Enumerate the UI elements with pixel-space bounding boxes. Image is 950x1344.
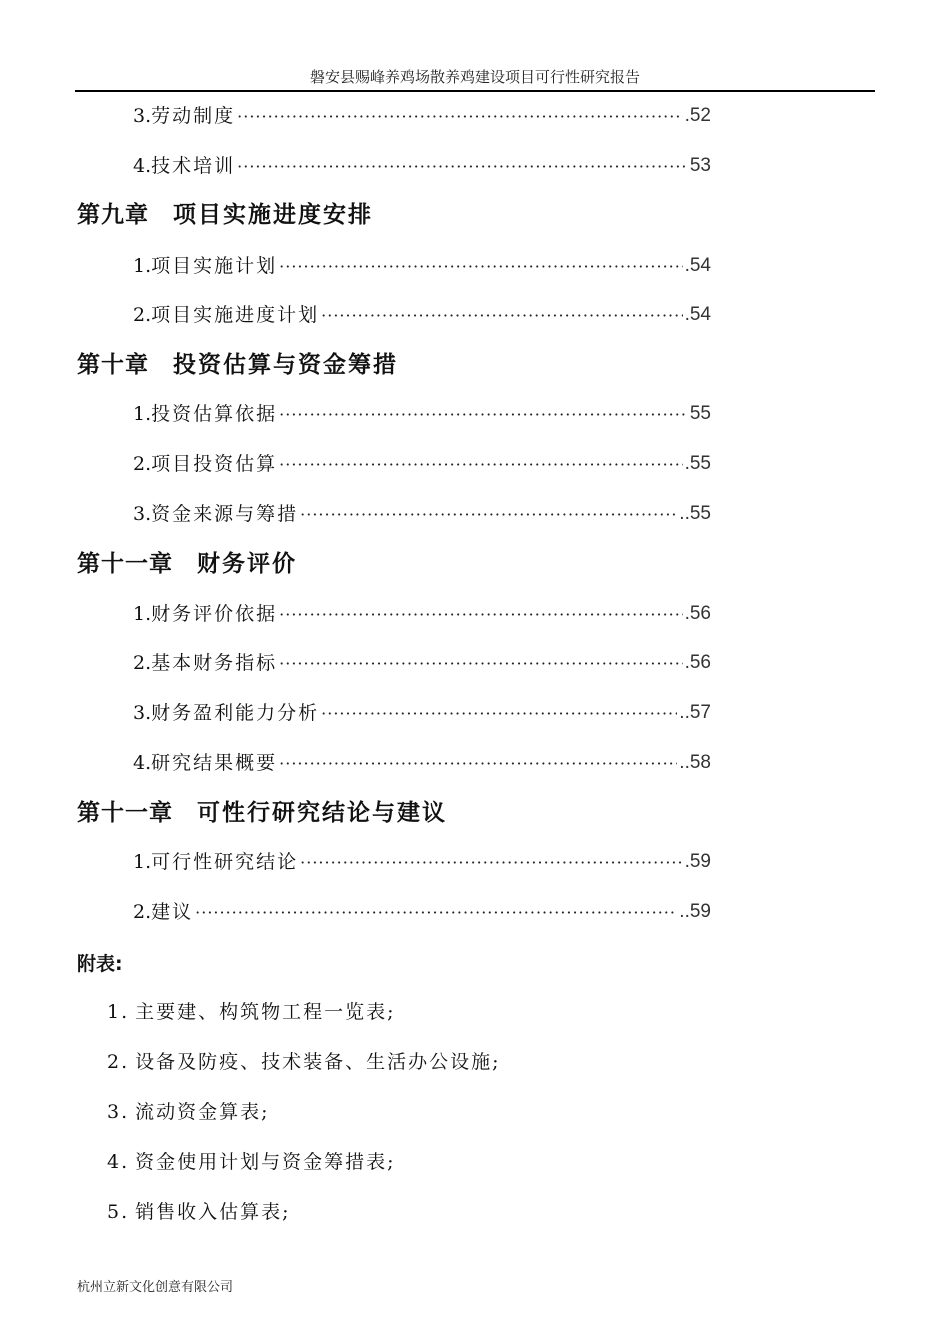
toc-entry-number: 4.: [133, 155, 152, 177]
chapter-number: 第九章: [77, 202, 149, 228]
page-footer: 杭州立新文化创意有限公司: [77, 1280, 234, 1295]
dot-leader: [321, 299, 682, 331]
chapter-heading[interactable]: [77, 546, 877, 582]
toc-entry-number: 1.: [133, 255, 152, 277]
appendix-item-text: 设备及防疫、技术装备、生活办公设施;: [135, 1051, 501, 1073]
dot-leader: [237, 100, 682, 132]
dot-leader: [237, 150, 688, 182]
toc-entry-number: 2.: [133, 901, 152, 923]
toc-entry[interactable]: [133, 598, 711, 630]
toc-entry[interactable]: [133, 747, 711, 779]
dot-leader: [279, 250, 682, 282]
appendix-heading: 附表:: [77, 953, 123, 975]
toc-entry[interactable]: [133, 250, 711, 282]
toc-entry-title: 建议: [151, 901, 194, 923]
toc-entry-title: 投资估算依据: [151, 403, 278, 425]
dot-leader: [279, 448, 682, 480]
toc-entry[interactable]: [133, 150, 711, 182]
appendix-item: [107, 1146, 396, 1178]
toc-entry-number: 3.: [133, 702, 152, 724]
chapter-number: 第十一章: [77, 551, 173, 577]
toc-entry[interactable]: [133, 100, 711, 132]
appendix-item: [107, 1096, 270, 1128]
dot-leader: [279, 647, 682, 679]
dot-leader: [279, 747, 677, 779]
toc-entry-number: 3.: [133, 105, 152, 127]
toc-entry[interactable]: [133, 448, 711, 480]
toc-entry-page: ..58: [679, 752, 711, 773]
chapter-heading[interactable]: [77, 795, 877, 831]
toc-entry[interactable]: [133, 647, 711, 679]
chapter-title: 项目实施进度安排: [173, 202, 373, 228]
appendix-item-number: 4.: [107, 1151, 130, 1173]
appendix-item-text: 资金使用计划与资金筹措表;: [135, 1151, 396, 1173]
appendix-item-number: 1.: [107, 1001, 130, 1023]
toc-entry-title: 研究结果概要: [151, 752, 278, 774]
appendix-item: [107, 1046, 501, 1078]
toc-entry[interactable]: [133, 846, 711, 878]
toc-entry-title: 财务盈利能力分析: [151, 702, 320, 724]
toc-entry-number: 1.: [133, 851, 152, 873]
toc-entry-title: 基本财务指标: [151, 652, 278, 674]
dot-leader: [195, 896, 677, 928]
chapter-title: 财务评价: [197, 551, 297, 577]
toc-entry-page: .55: [684, 453, 711, 474]
toc-entry-page: .59: [684, 851, 711, 872]
appendix-item-text: 主要建、构筑物工程一览表;: [135, 1001, 396, 1023]
toc-entry[interactable]: [133, 299, 711, 331]
dot-leader: [321, 697, 677, 729]
toc-entry-page: .56: [684, 603, 711, 624]
toc-entry[interactable]: [133, 896, 711, 928]
toc-entry-page: ..57: [679, 702, 711, 723]
toc-entry-page: .52: [684, 105, 711, 126]
toc-entry-number: 2.: [133, 304, 152, 326]
toc-entry-title: 项目投资估算: [151, 453, 278, 475]
chapter-title: 投资估算与资金筹措: [173, 352, 398, 378]
toc-entry-title: 技术培训: [151, 155, 236, 177]
appendix-item: [107, 1196, 291, 1228]
toc-entry-page: .56: [684, 652, 711, 673]
toc-entry-page: .54: [684, 255, 711, 276]
toc-entry-page: ..55: [679, 503, 711, 524]
toc-entry[interactable]: [133, 398, 711, 430]
toc-entry[interactable]: [133, 697, 711, 729]
toc-entry-title: 资金来源与筹措: [151, 503, 299, 525]
chapter-title: 可性行研究结论与建议: [197, 800, 447, 826]
appendix-item-number: 2.: [107, 1051, 130, 1073]
toc-entry-title: 财务评价依据: [151, 603, 278, 625]
toc-entry-title: 项目实施进度计划: [151, 304, 320, 326]
chapter-number: 第十章: [77, 352, 149, 378]
chapter-heading[interactable]: [77, 347, 877, 383]
toc-entry-page: 53: [689, 155, 711, 176]
toc-entry-number: 1.: [133, 403, 152, 425]
dot-leader: [279, 398, 688, 430]
appendix-item: [107, 996, 396, 1028]
chapter-heading[interactable]: [77, 197, 877, 233]
toc-entry[interactable]: [133, 498, 711, 530]
dot-leader: [279, 598, 682, 630]
toc-entry-title: 可行性研究结论: [151, 851, 299, 873]
appendix-item-number: 3.: [107, 1101, 130, 1123]
toc-entry-number: 2.: [133, 453, 152, 475]
toc-entry-title: 项目实施计划: [151, 255, 278, 277]
dot-leader: [300, 846, 682, 878]
toc-entry-number: 1.: [133, 603, 152, 625]
appendix-item-number: 5.: [107, 1201, 130, 1223]
toc-entry-page: 55: [689, 403, 711, 424]
chapter-number: 第十一章: [77, 800, 173, 826]
dot-leader: [300, 498, 677, 530]
toc-entry-number: 2.: [133, 652, 152, 674]
toc-entry-page: ..59: [679, 901, 711, 922]
toc-entry-page: .54: [684, 304, 711, 325]
toc-entry-number: 4.: [133, 752, 152, 774]
appendix-item-text: 销售收入估算表;: [135, 1201, 291, 1223]
toc-entry-number: 3.: [133, 503, 152, 525]
toc-entry-title: 劳动制度: [151, 105, 236, 127]
page-header: 磐安县赐峰养鸡场散养鸡建设项目可行性研究报告: [75, 64, 875, 92]
appendix-item-text: 流动资金算表;: [135, 1101, 270, 1123]
